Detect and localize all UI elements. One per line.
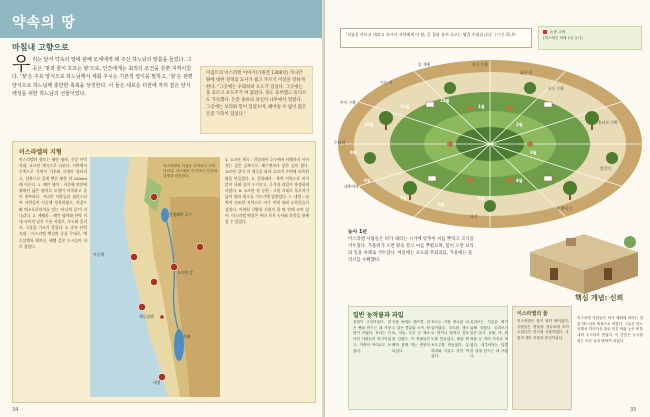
geography-box — [12, 141, 316, 403]
water-text: 이스라엘은 물이 귀한 땅이었다. 사람들은 빗물을 저수조에 모아 두었다가 건기에 사용하였다. 우물과 샘은 마을의 중심이었다. — [517, 319, 569, 341]
activity-label-2: 보리 수확 — [472, 62, 488, 67]
house-illustration — [520, 218, 648, 296]
activity-label-7: 아마 수확 — [340, 100, 356, 105]
month-label-3: 3월 — [530, 150, 537, 155]
month-label-9: 9월 — [350, 150, 357, 155]
activity-label-9: 대추야자 — [344, 184, 359, 189]
calendar-caption-text: 이스라엘 사람들은 비가 내리는 시기에 맞추어 씨를 뿌리고 곡식을 거두었다. 가을비가 오면 땅을 갈고 씨를 뿌렸으며, 봄이 오면 보리와 밀을 차례로 거두었다. 여름에는 포도와 무화과를, 가을에는 올리브를 수확했다. — [348, 237, 474, 263]
crops-col-1: 유럽이 주식이었다. 밀은 빵을 만드는 데 가장 많이 쓰였다. 보리는 가난한 사람들의 양식이었고, 가축의 먹이로도 쓰였다. — [353, 320, 391, 353]
quote-text: '지름을 마르고 내리고 오시어 저희에게 이 땅, 곧 젖과 꿀이 흐르는 땅을 주셨습니다.' — [346, 32, 494, 37]
israel-map — [90, 157, 220, 397]
page-number-right: 35 — [630, 407, 637, 413]
activity-label-11: 늦은 비 — [520, 70, 533, 75]
quote-ref: (신명 26,9) — [494, 32, 516, 37]
activity-label-3: 포도 수확 — [548, 86, 564, 91]
page-subtitle: 마침내 고향으로 — [12, 43, 69, 52]
geography-col-3: 4. 요르단 계곡 : 갈릴래아 호수에서 사해까지 이어지는 깊은 골짜기로, 해수면보다 낮은 곳이 많다. 요르단 강이 이 계곡을 따라 흐르며 주변에 비옥한 땅을 만들었다. 5. 갈릴래아 : 북쪽 지역으로 비가 많이 내려 숲이 우거지고, 곡식과 과일이 풍성하게 자랐다. 6. 요르단 강 동편 : 고원 지대로 목초지가 넓어 양과 염소를 기르기에 알맞았다. 7. 네겝 : 남쪽의 건조한 지역으로 비가 적게 내려 유목민들이 살았다. 이처럼 다양한 지형이 한 땅 안에 모여 있어, 이스라엘 백성은 여러 가지 농사와 목축을 함께 할 수 있었다. — [225, 157, 309, 225]
key-concept-title: 핵심 개념: 신뢰 — [575, 294, 624, 302]
month-label-7: 7월 — [400, 196, 407, 201]
activity-label-1: 밀 재배 — [418, 62, 431, 67]
map-label-jerusalem: 예루살렘 — [139, 314, 154, 319]
calendar-caption — [348, 229, 476, 264]
map-label-dead-sea: 사해 — [183, 334, 191, 339]
crops-col-3: 포도는 가장 중요한 과일이었다. 포도를 생으로 먹거나 말려서 건포도를 만들었고, 즙을 짜 포도주를 만들었다. 무화과와 석류도 즐겨 먹었다. — [431, 320, 469, 359]
month-label-11: 11월 — [400, 104, 410, 109]
month-label-1: 1월 — [478, 104, 485, 109]
month-label-12: 12월 — [440, 98, 450, 103]
map-label-sea: 지중해 — [93, 252, 105, 257]
quote-box — [340, 28, 532, 48]
legend-text: (게스테인 재배 1년 농사) — [543, 35, 583, 40]
drop-cap: 우 — [12, 53, 31, 75]
crops-box — [348, 306, 508, 410]
geography-col-1: 이스라엘의 영토는 해안 평야, 중앙 산악 지대, 요르단 계곡으로 나뉜다. 서쪽에서 동쪽으로 가면서 기후와 식생이 달라지고, 남북으로 길게 뻗은 땅은 약 240km에 이른다. 1. 해안 평야 : 지중해 연안에 펼쳐진 넓은 평지로 토양이 비옥하고 물이 풍부하다. 가나안 사람들과 필리스티아 사람들이 이곳에 정착하였고, 이집트와 메소포타미아를 잇는 '바다의 길'이 지나갔다. 2. 세펠라 : 해안 평야와 산악 지대 사이의 낮은 구릉 지대로, 포도와 올리브, 곡물을 기르기 좋았다. 3. 중부 산악 지대 : 이스라엘 백성의 중심 무대로, 예루살렘과 헤브론, 베텔 같은 도시들이 자리 잡았다. — [19, 157, 87, 249]
key-concept-text: 이스라엘 사람들은 비가 제때에 내리는 것을 하느님의 축복으로 여겼다. 그들은 하느님께서 약속하신 대로 이른 비와 늦은 비를 내려 주시리라 믿었다. 이 믿음은 농사를 짓는 모든 일의 바탕이 되었다. — [577, 316, 643, 343]
calendar-caption-head: 농사 1년 — [348, 230, 367, 235]
activity-label-10: 이른 비 — [380, 80, 393, 85]
month-label-5: 5월 — [478, 196, 485, 201]
water-box — [512, 306, 572, 410]
month-label-6: 6월 — [438, 202, 445, 207]
page-title: 약속의 땅 — [12, 15, 76, 31]
map-caption: 이스라엘의 지형은 지역마다 크게 다르다. 지도에서 각 번호는 본문의 설명과 대응한다. — [163, 164, 218, 178]
activity-label-6: 씨 뿌리기 — [556, 206, 572, 211]
page-number-left: 34 — [12, 407, 19, 413]
geography-title: 이스라엘의 지형 — [19, 149, 62, 156]
legend-dot-icon — [543, 30, 547, 34]
activity-label-5: 밭갈이 — [600, 166, 612, 171]
activity-label-8: 무화과 — [334, 140, 346, 145]
side-note: 이집트의 이스라엘 이야기(기원전 1300년) 가나안 땅에 대한 성경의 묘사가 젊고 푸르기 이상을 말하게 한다. "그곳에는 우회하려 포도가 있었다. 그곳에는 물 흐르고 포도주가 여 많았다. 졸도 풍부했고 올리브도 가득했다. 온갖 종류의 과일이 나무에서 열렸다. 그곳에는 보리와 밀이 있었으며, 헤아릴 수 없이 많은 온갖 가축이 있었다." — [200, 66, 313, 134]
crops-title: 일반 농작물과 과일 — [353, 312, 404, 319]
month-label-8: 8월 — [364, 178, 371, 183]
agricultural-calendar — [330, 48, 650, 230]
activity-label-4: 올리브 수확 — [598, 120, 618, 125]
crops-col-4: 올리브는 기름을 짜기 위해 길렀다. 올리브기름은 음식, 등불, 약, 화장품 등 여러 가지로 쓰였다. 대추야자는 달콤한 꿀을 만드는 데 쓰였다. — [470, 320, 508, 359]
map-label-negev: 네겝 — [153, 380, 161, 385]
crops-col-2: 곡물 외에도 렌즈콩, 잠두 같은 콩류와 오이, 양파, 마늘, 부추 등 채소를 길렀다. 이 작물들은 빵과 함께 먹는 반찬이 되었다. — [392, 320, 430, 353]
map-label-jordan: 요르단 강 — [177, 270, 193, 275]
map-label-galilee: 갈릴래아 호수 — [169, 212, 193, 217]
month-label-10: 10월 — [364, 122, 374, 127]
activity-label-12: 타작 — [470, 214, 478, 219]
intro-text: 리는 앞서 약속의 땅에 관해 모세에게 왜 주신 하느님의 말씀을 들었다. 그곳은 '젖과 꿀이 흐르는 땅'으로, 인간에게는 최적의 조건을 갖춘 지역이었다. '젖'은 주요 양식으로 하느님께서 제회 주시는 기본적 양식을 말하고, '꿀'은 관련 양식으로 하느님께 충만한 축복을 상징한다. 이 둘은 새로운 터전에 자리 잡은 양식 백성을 위한 하느님의 선물이었다. — [12, 57, 193, 98]
month-label-2: 2월 — [516, 122, 523, 127]
legend-box — [538, 26, 642, 50]
legend-head: 농촌 주택 — [550, 30, 566, 34]
intro-paragraph — [12, 53, 195, 99]
water-head: 이스라엘의 물 — [517, 311, 548, 317]
month-label-4: 4월 — [516, 178, 523, 183]
